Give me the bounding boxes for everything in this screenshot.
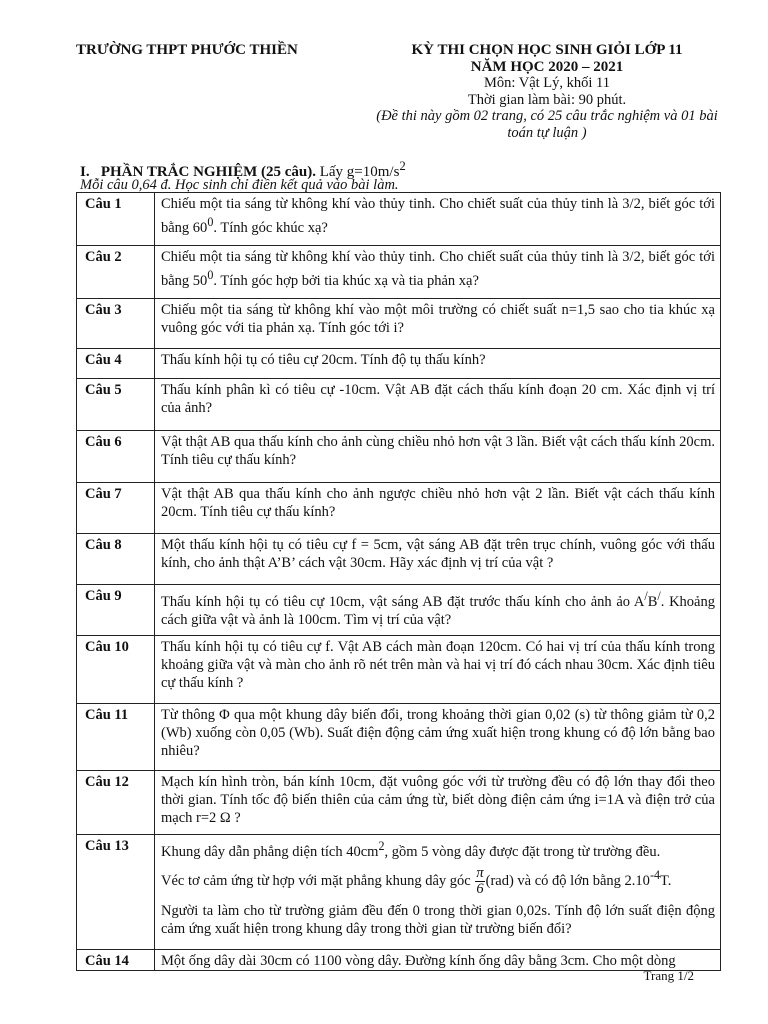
question-row <box>77 193 721 246</box>
question-label: Câu 9 <box>77 585 155 636</box>
question-text: Thấu kính hội tụ có tiêu cự 10cm, vật sáng AB đặt trước thấu kính cho ảnh ảo A/B/. Khoảng cách giữa vật và ảnh là 100cm. Tìm vị trí của vật? <box>155 585 721 636</box>
school-name: TRƯỜNG THPT PHƯỚC THIỀN <box>76 42 298 58</box>
question-text: Khung dây dẫn phẳng diện tích $40cm^2$, gồm 5 vòng dây được đặt trong từ trường đều. Véc tơ cảm ứng từ hợp với mặt phẳng khung dây góc $\frac{\pi}{6}$ (rad) và có độ lớn bằng $2.10^{-4}T$. Người ta làm cho từ trường giảm đều đến 0 trong thời gian 0,02s. Tính độ lớn suất điện động cảm ứng xuất hiện trong khung dây trong thời gian từ trường biến đổi? <box>155 834 721 949</box>
question-text: Một ống dây dài 30cm có 1100 vòng dây. Đường kính ống dây bằng 3cm. Cho một dòng <box>155 949 721 970</box>
question-label: Câu 2 <box>77 246 155 299</box>
question-label: Câu 6 <box>77 431 155 483</box>
question-text: Vật thật AB qua thấu kính cho ảnh ngược chiều nhỏ hơn vật 2 lần. Biết vật cách thấu kính 20cm. Tính tiêu cự thấu kính? <box>155 483 721 534</box>
question-text: Thấu kính hội tụ có tiêu cự 20cm. Tính độ tụ thấu kính? <box>155 349 721 379</box>
question-row <box>77 703 721 770</box>
exam-note-line1: (Đề thi này gồm 02 trang, có 25 câu trắc nghiệm và 01 bài <box>376 108 718 124</box>
question-row <box>77 635 721 703</box>
subject: Môn: Vật Lý, khối 11 <box>483 75 611 91</box>
question-row <box>77 299 721 349</box>
exam-title: KỲ THI CHỌN HỌC SINH GIỎI LỚP 11 <box>411 42 683 58</box>
question-text: Chiếu một tia sáng từ không khí vào thủy tinh. Cho chiết suất của thủy tinh là 3/2, biết góc tới bằng $60^0$. Tính góc khúc xạ? <box>155 193 721 246</box>
duration: Thời gian làm bài: 90 phút. <box>467 91 627 108</box>
question-label: Câu 8 <box>77 534 155 585</box>
question-text: Vật thật AB qua thấu kính cho ảnh cùng chiều nhỏ hơn vật 3 lần. Biết vật cách thấu kính 20cm. Tính tiêu cự thấu kính? <box>155 431 721 483</box>
question-text: Một thấu kính hội tụ có tiêu cự f = 5cm, vật sáng AB đặt trên trục chính, vuông góc với thấu kính, cho ảnh thật A’B’ cách vật 30cm. Hãy xác định vị trí của vật ? <box>155 534 721 585</box>
question-label: Câu 1 <box>77 193 155 246</box>
question-row <box>77 949 721 970</box>
section-number: I. <box>80 164 90 180</box>
section-name: PHẦN TRẮC NGHIỆM (25 câu). <box>100 164 316 180</box>
gravity-note: Lấy g=10m/s <box>319 164 400 180</box>
question-label: Câu 3 <box>77 299 155 349</box>
exam-note-line2: toán tự luận ) <box>507 124 587 141</box>
question-label: Câu 12 <box>77 770 155 834</box>
exam-header <box>352 42 742 141</box>
gravity-sup: 2 <box>399 159 406 173</box>
question-row <box>77 585 721 636</box>
question-label: Câu 13 <box>77 834 155 949</box>
question-label: Câu 14 <box>77 949 155 970</box>
question-row <box>77 534 721 585</box>
question-text: Mạch kín hình tròn, bán kính 10cm, đặt vuông góc với từ trường đều có độ lớn thay đổi theo thời gian. Tính tốc độ biến thiên của cảm ứng từ, biết dòng điện cảm ứng i=1A và điện trở của mạch r=2 Ω ? <box>155 770 721 834</box>
question-row <box>77 349 721 379</box>
question-text: Chiếu một tia sáng từ không khí vào một môi trường có chiết suất n=1,5 sao cho tia khúc xạ vuông góc với tia phản xạ. Tính góc tới i? <box>155 299 721 349</box>
page-number: Trang 1/2 <box>643 968 694 983</box>
question-label: Câu 10 <box>77 635 155 703</box>
question-text: Thấu kính hội tụ có tiêu cự f. Vật AB cách màn đoạn 120cm. Có hai vị trí của thấu kính trong khoảng giữa vật và màn cho ảnh rõ nét trên màn và hai vị trí đó cách nhau 30cm. Xác định tiêu cự thấu kính ? <box>155 635 721 703</box>
section-instruction: Mỗi câu 0,64 đ. Học sinh chỉ điền kết quả vào bài làm. <box>80 177 399 193</box>
question-label: Câu 5 <box>77 379 155 431</box>
question-row <box>77 770 721 834</box>
question-row <box>77 246 721 299</box>
questions-table <box>76 192 721 971</box>
question-row <box>77 834 721 949</box>
question-text: Từ thông Φ qua một khung dây biến đổi, trong khoảng thời gian 0,02 (s) từ thông giảm từ 0,2 (Wb) xuống còn 0,05 (Wb). Suất điện động cảm ứng xuất hiện trong khung có độ lớn bằng bao nhiêu? <box>155 703 721 770</box>
question-label: Câu 11 <box>77 703 155 770</box>
question-row <box>77 431 721 483</box>
question-row <box>77 379 721 431</box>
pi-over-six-fraction: $\frac{\pi}{6}$ <box>476 864 484 897</box>
question-text: Chiếu một tia sáng từ không khí vào thủy tinh. Cho chiết suất của thủy tinh là 3/2, biết góc tới bằng $50^0$. Tính góc hợp bởi tia khúc xạ và tia phản xạ? <box>155 246 721 299</box>
question-text: Thấu kính phân kì có tiêu cự -10cm. Vật AB đặt cách thấu kính đoạn 20 cm. Xác định vị trí của ảnh? <box>155 379 721 431</box>
question-row <box>77 483 721 534</box>
question-label: Câu 4 <box>77 349 155 379</box>
school-year: NĂM HỌC 2020 – 2021 <box>470 58 624 75</box>
question-label: Câu 7 <box>77 483 155 534</box>
